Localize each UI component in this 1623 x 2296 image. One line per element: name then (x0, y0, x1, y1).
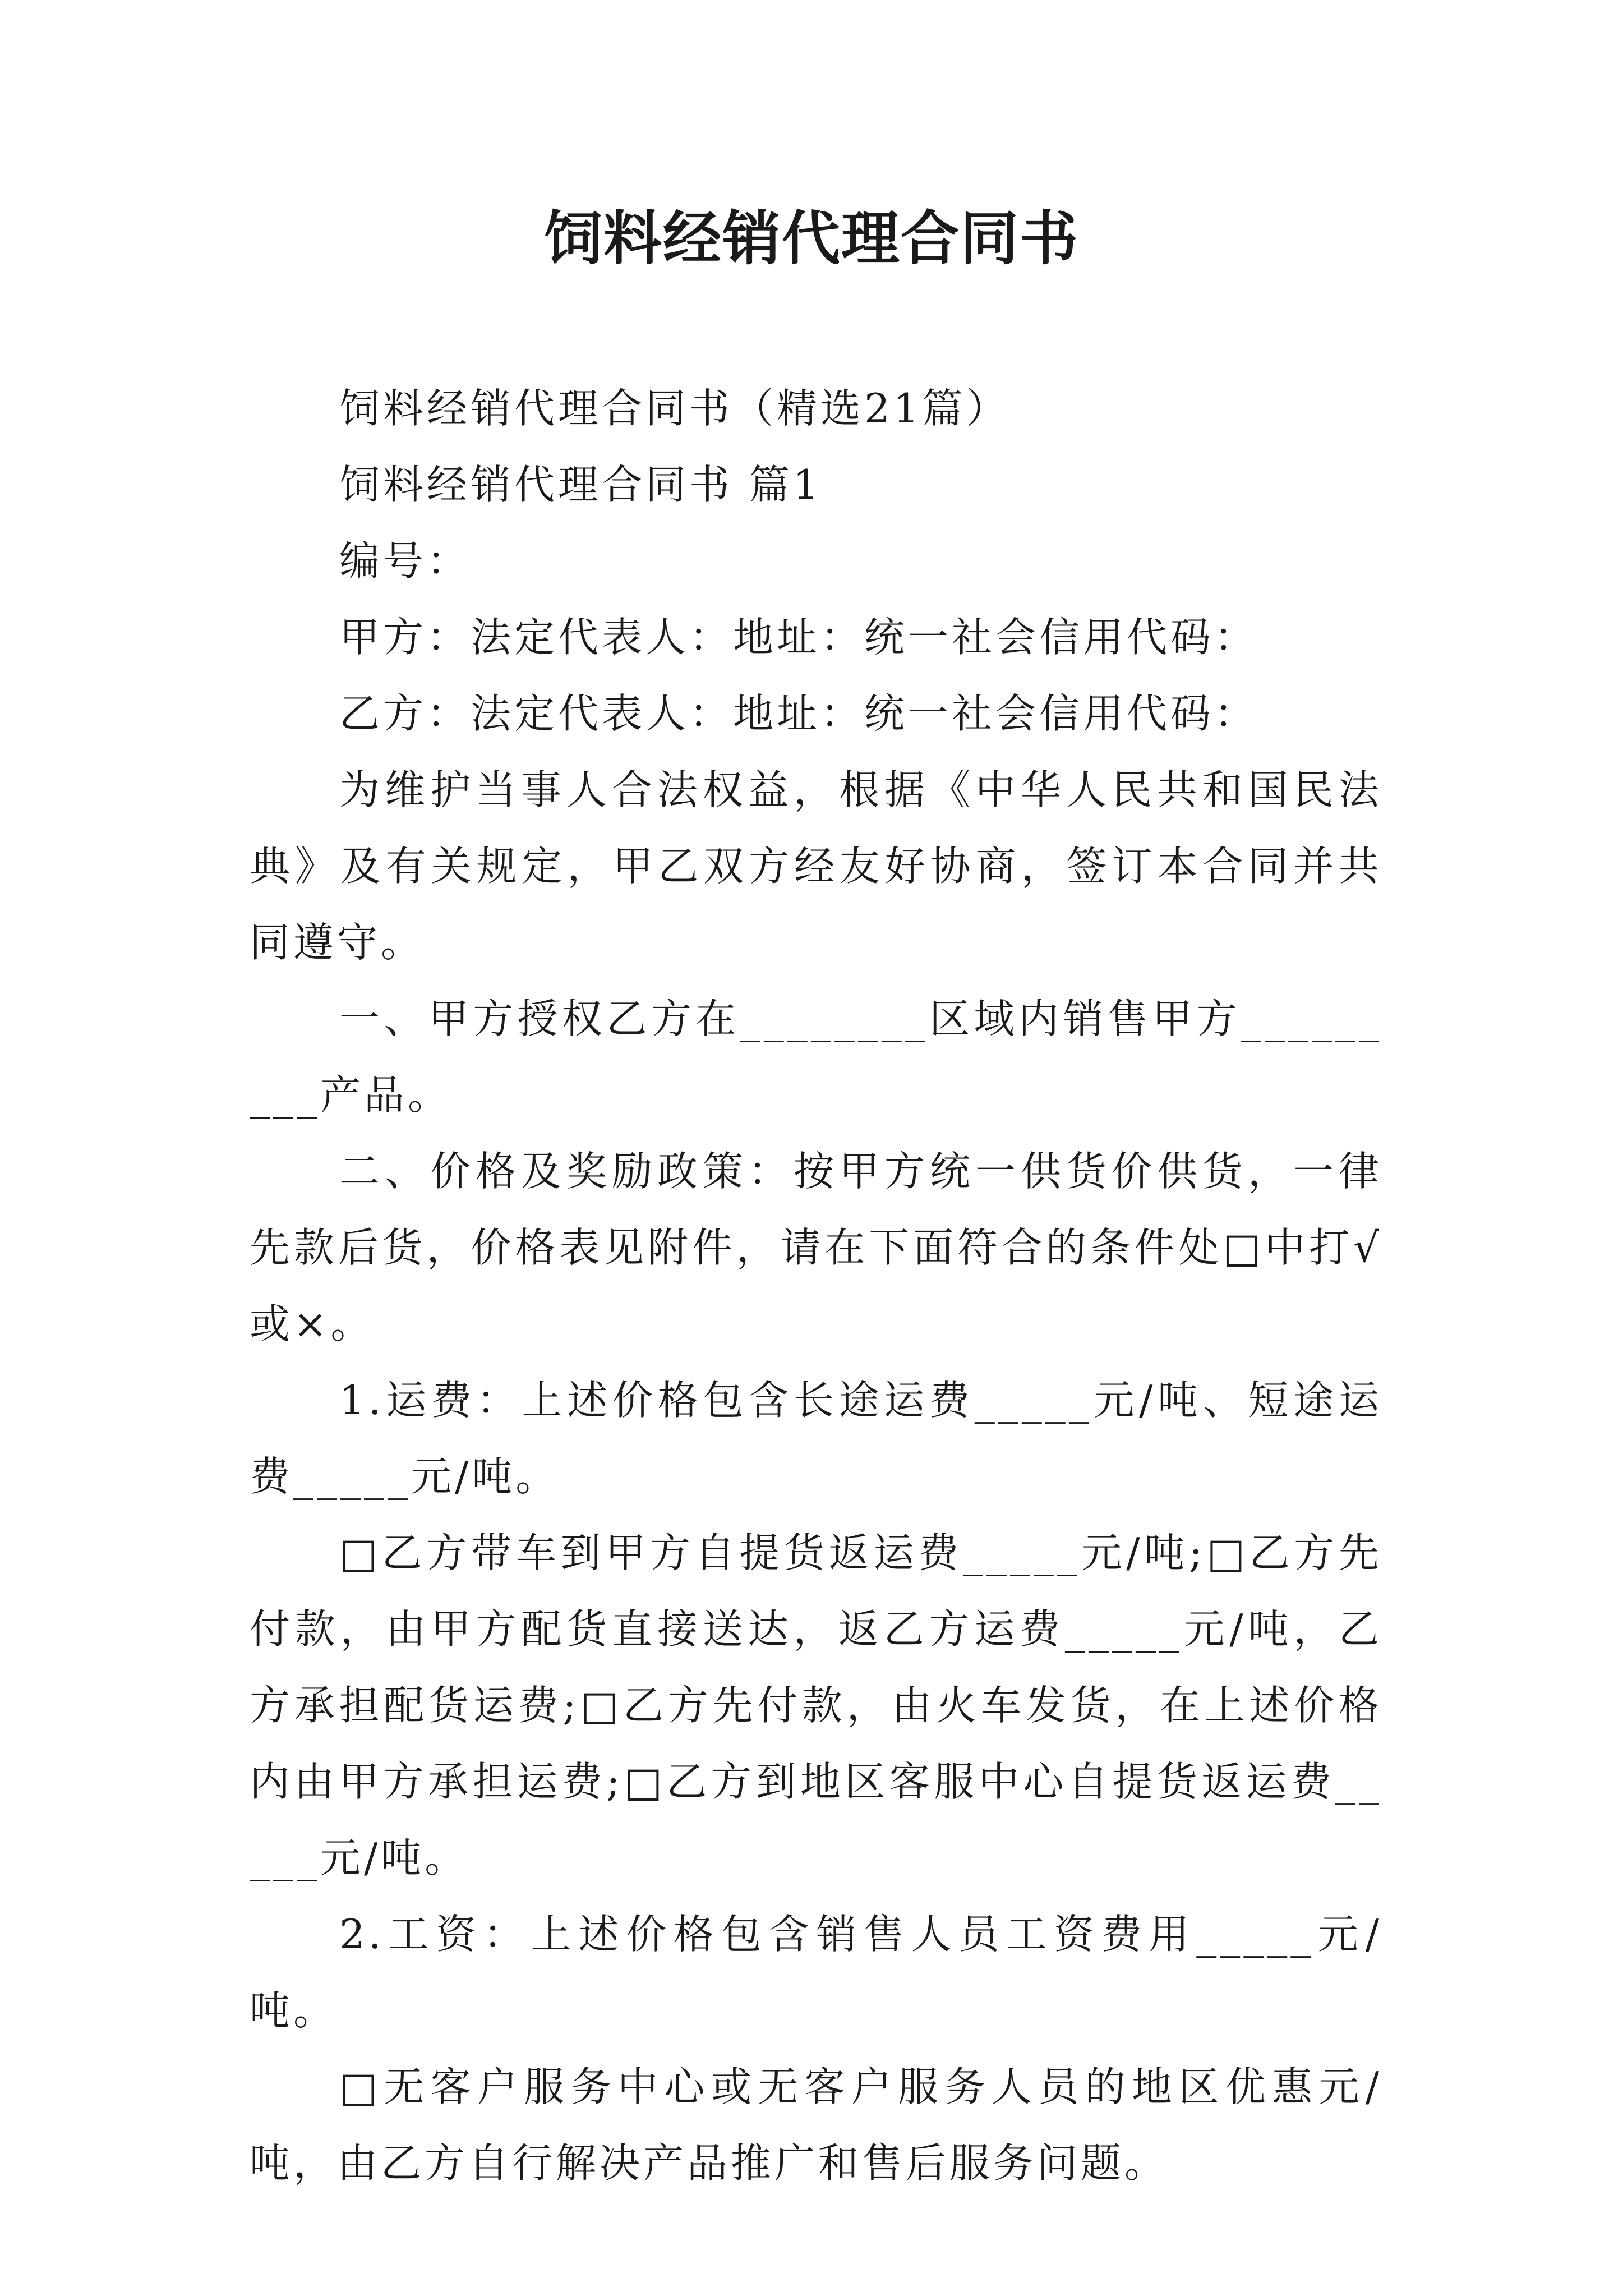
document-body (250, 370, 1382, 2201)
paragraph-wages: 2.工资：上述价格包含销售人员工资费用_____元/吨。 (250, 1911, 1382, 2034)
paragraph-section-heading: 饲料经销代理合同书 篇1 (339, 461, 822, 508)
paragraph-freight-options: □乙方带车到甲方自提货返运费_____元/吨;□乙方先付款，由甲方配货直接送达，返乙方运费_____元/吨，乙方承担配货运费;□乙方先付款，由火车发货，在上述价格内由甲方承担运费;□乙方到地区客服中心自提货返运费_____元/吨。 (250, 1529, 1382, 1881)
paragraph-party-b: 乙方：法定代表人：地址：统一社会信用代码： (339, 690, 1258, 737)
document-title: 饲料经销代理合同书 (543, 204, 1079, 273)
paragraph-party-a: 甲方：法定代表人：地址：统一社会信用代码： (339, 614, 1258, 661)
paragraph-contract-number: 编号： (339, 537, 471, 585)
paragraph-freight: 1.运费：上述价格包含长途运费_____元/吨、短途运费_____元/吨。 (250, 1377, 1382, 1500)
paragraph-discount: □无客户服务中心或无客户服务人员的地区优惠元/吨，由乙方自行解决产品推广和售后服务问题。 (250, 2063, 1382, 2187)
paragraph-preamble: 为维护当事人合法权益，根据《中华人民共和国民法典》及有关规定，甲乙双方经友好协商，签订本合同并共同遵守。 (250, 766, 1382, 966)
paragraph-clause-1: 一、甲方授权乙方在________区域内销售甲方_________产品。 (250, 995, 1382, 1119)
paragraph-subtitle: 饲料经销代理合同书（精选21篇） (339, 385, 1010, 432)
paragraph-clause-2: 二、价格及奖励政策：按甲方统一供货价供货，一律先款后货，价格表见附件，请在下面符合的条件处□中打√或×。 (250, 1148, 1382, 1347)
